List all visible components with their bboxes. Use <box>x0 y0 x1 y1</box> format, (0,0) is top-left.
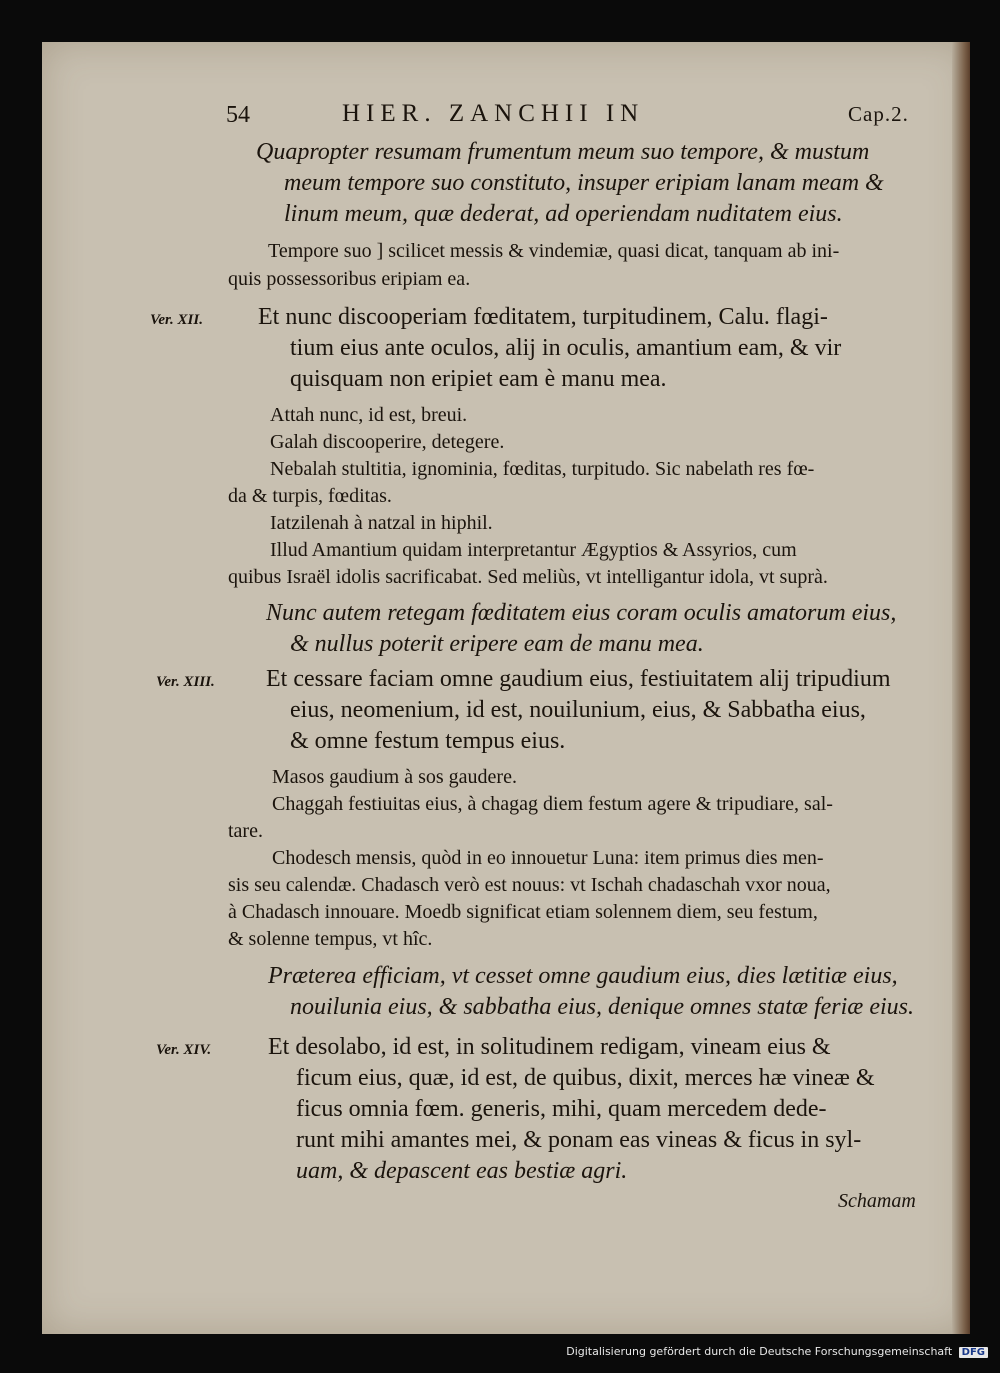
text-line-4: Tempore suo ] scilicet messis & vindemiæ, quasi dicat, tanquam ab ini- <box>268 240 840 262</box>
page-number: 54 <box>226 102 250 128</box>
text-line-22: Chaggah festiuitas eius, à chagag diem festum agere & tripudiare, sal- <box>272 793 833 815</box>
text-line-30: Et desolabo, id est, in solitudinem redigam, vineam eius & <box>268 1034 831 1060</box>
text-line-19: eius, neomenium, id est, nouilunium, eius, & Sabbatha eius, <box>290 697 866 723</box>
catchword: Schamam <box>838 1190 916 1212</box>
text-line-16: Nunc autem retegam fœditatem eius coram oculis amatorum eius, <box>266 600 897 626</box>
text-line-13: Iatzilenah à natzal in hiphil. <box>270 512 493 534</box>
text-line-26: à Chadasch innouare. Moedb significat etiam solennem diem, seu festum, <box>228 901 818 923</box>
text-line-21: Masos gaudium à sos gaudere. <box>272 766 517 788</box>
text-line-18: Et cessare faciam omne gaudium eius, festiuitatem alij tripudium <box>266 666 891 692</box>
chapter-label: Cap.2. <box>848 102 909 126</box>
text-line-7: tium eius ante oculos, alij in oculis, amantium eam, & vir <box>290 335 842 361</box>
text-line-20: & omne festum tempus eius. <box>290 728 566 754</box>
margin-note-ver-xiv: Ver. XIV. <box>156 1042 212 1058</box>
text-line-15: quibus Israël idolis sacrificabat. Sed meliùs, vt intelligantur idola, vt suprà. <box>228 566 828 588</box>
footer-text: Digitalisierung gefördert durch die Deutsche Forschungsgemeinschaft <box>566 1345 953 1358</box>
text-line-25: sis seu calendæ. Chadasch verò est nouus: vt Ischah chadaschah vxor noua, <box>228 874 831 896</box>
text-line-29: nouilunia eius, & sabbatha eius, denique omnes statæ feriæ eius. <box>290 994 914 1020</box>
text-line-2: meum tempore suo constituto, insuper eripiam lanam meam & <box>284 170 884 196</box>
margin-note-ver-xiii: Ver. XIII. <box>156 674 215 690</box>
text-line-33: runt mihi amantes mei, & ponam eas vineas & ficus in syl- <box>296 1127 862 1153</box>
text-line-5: quis possessoribus eripiam ea. <box>228 268 471 290</box>
text-line-24: Chodesch mensis, quòd in eo innouetur Luna: item primus dies men- <box>272 847 824 869</box>
margin-note-ver-xii: Ver. XII. <box>150 312 203 328</box>
text-line-11: Nebalah stultitia, ignominia, fœditas, turpitudo. Sic nabelath res fœ- <box>270 458 815 480</box>
text-line-1: Quapropter resumam frumentum meum suo tempore, & mustum <box>256 139 870 165</box>
text-line-9: Attah nunc, id est, breui. <box>270 404 468 426</box>
dfg-logo: DFG <box>959 1347 988 1358</box>
text-line-23: tare. <box>228 820 263 842</box>
text-line-17: & nullus poterit eripere eam de manu mea. <box>290 631 704 657</box>
text-line-31: ficum eius, quæ, id est, de quibus, dixit, merces hæ vineæ & <box>296 1065 875 1091</box>
text-line-27: & solenne tempus, vt hîc. <box>228 928 433 950</box>
text-line-12: da & turpis, fœditas. <box>228 485 392 507</box>
book-page <box>42 42 970 1334</box>
text-line-34: uam, & depascent eas bestiæ agri. <box>296 1158 628 1184</box>
digitization-footer <box>388 1345 988 1365</box>
running-title: HIER. ZANCHII IN <box>342 100 645 127</box>
text-line-10: Galah discooperire, detegere. <box>270 431 505 453</box>
text-line-28: Præterea efficiam, vt cesset omne gaudium eius, dies lætitiæ eius, <box>268 963 898 989</box>
text-line-6: Et nunc discooperiam fœditatem, turpitudinem, Calu. flagi- <box>258 304 828 330</box>
text-line-14: Illud Amantium quidam interpretantur Ægyptios & Assyrios, cum <box>270 539 797 561</box>
text-line-3: linum meum, quæ dederat, ad operiendam nuditatem eius. <box>284 201 843 227</box>
text-line-8: quisquam non eripiet eam è manu mea. <box>290 366 667 392</box>
text-line-32: ficus omnia fœm. generis, mihi, quam mercedem dede- <box>296 1096 827 1122</box>
